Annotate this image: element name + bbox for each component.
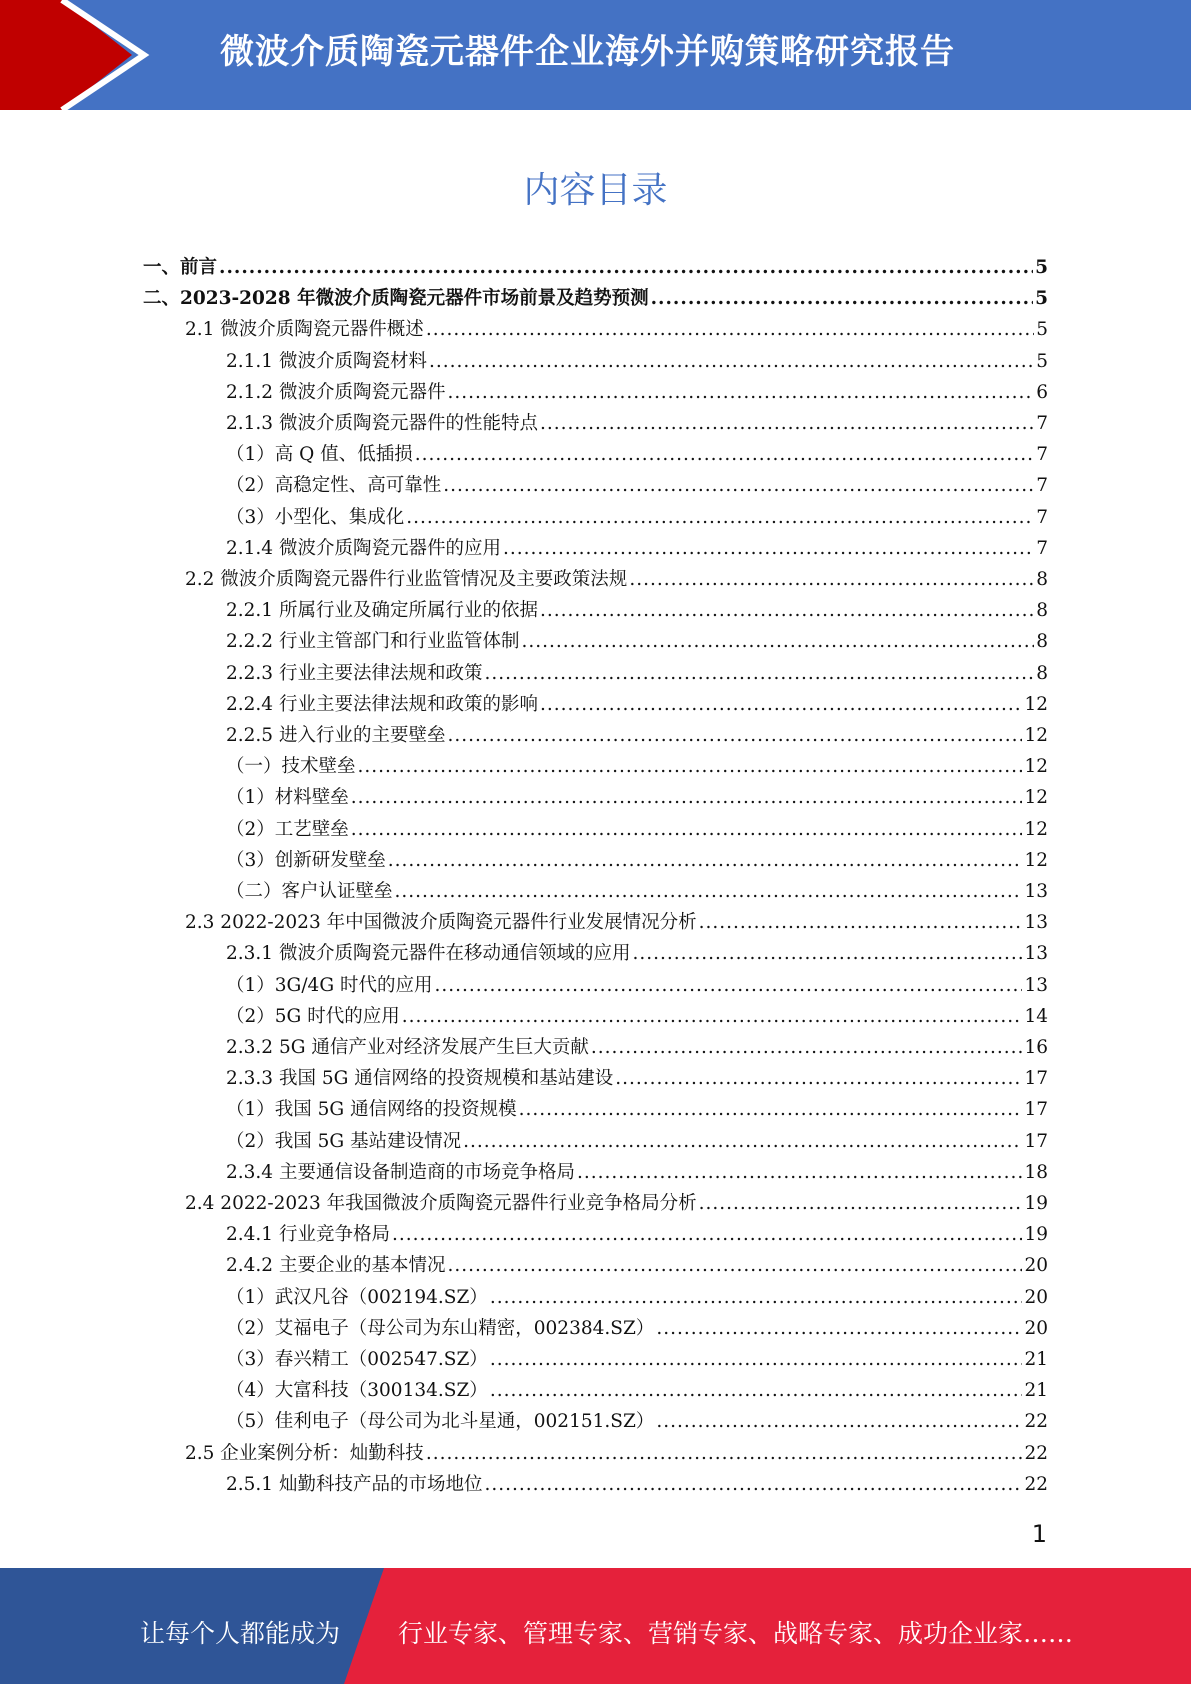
toc-entry-page: 8 xyxy=(1036,662,1048,684)
toc-entry-title: 2.2.4 行业主要法律法规和政策的影响 xyxy=(226,693,538,715)
toc-entry[interactable] xyxy=(226,814,1048,845)
toc-entry-page: 22 xyxy=(1024,1411,1048,1433)
toc-entry-page: 7 xyxy=(1036,537,1048,559)
toc-entry-page: 5 xyxy=(1036,319,1048,341)
toc-leader-dots xyxy=(463,1126,1022,1157)
toc-entry-page: 7 xyxy=(1036,475,1048,497)
toc-entry-title: （1）高 Q 值、低插损 xyxy=(226,444,413,466)
toc-entry-page: 16 xyxy=(1024,1037,1048,1058)
toc-leader-dots xyxy=(447,377,1034,408)
toc-entry-title: （2）我国 5G 基站建设情况 xyxy=(226,1130,462,1152)
toc-entry[interactable] xyxy=(226,502,1048,533)
toc-entry-page: 12 xyxy=(1024,818,1048,840)
toc-entry[interactable] xyxy=(143,252,1048,283)
toc-entry-title: 2.2.1 所属行业及确定所属行业的依据 xyxy=(226,600,538,622)
toc-heading: 内容目录 xyxy=(523,170,668,211)
toc-entry[interactable] xyxy=(226,1001,1048,1032)
toc-entry[interactable] xyxy=(226,1375,1048,1406)
toc-leader-dots xyxy=(521,626,1034,657)
toc-entry[interactable] xyxy=(185,1188,1048,1219)
toc-entry[interactable] xyxy=(185,1438,1048,1469)
toc-entry-page: 20 xyxy=(1024,1317,1048,1339)
toc-entry-page: 8 xyxy=(1036,600,1048,622)
toc-leader-dots xyxy=(519,1094,1023,1125)
toc-leader-dots xyxy=(540,408,1034,439)
toc-entry[interactable] xyxy=(226,938,1048,969)
toc-entry-page: 7 xyxy=(1036,444,1048,466)
toc-entry-page: 12 xyxy=(1024,756,1048,778)
toc-entry-title: 2.5.1 灿勤科技产品的市场地位 xyxy=(226,1473,483,1495)
toc-entry-title: 2.2 微波介质陶瓷元器件行业监管情况及主要政策法规 xyxy=(185,569,628,590)
toc-entry[interactable] xyxy=(226,845,1048,876)
toc-entry-page: 20 xyxy=(1024,1255,1048,1277)
toc-leader-dots xyxy=(426,314,1034,345)
toc-leader-dots xyxy=(651,283,1034,314)
toc-entry[interactable] xyxy=(226,970,1048,1001)
toc-leader-dots xyxy=(591,1032,1023,1063)
toc-entry-title: （3）创新研发壁垒 xyxy=(226,849,386,871)
toc-leader-dots xyxy=(434,970,1022,1001)
report-title: 微波介质陶瓷元器件企业海外并购策略研究报告 xyxy=(220,32,955,72)
toc-entry-title: 2.2.5 进入行业的主要壁垒 xyxy=(226,725,446,746)
toc-entry[interactable] xyxy=(226,1032,1048,1063)
toc-entry-title: （二）客户认证壁垒 xyxy=(226,881,393,902)
toc-entry-title: 2.4.2 主要企业的基本情况 xyxy=(226,1255,446,1277)
toc-leader-dots xyxy=(415,439,1035,470)
toc-entry[interactable] xyxy=(226,595,1048,626)
toc-leader-dots xyxy=(490,1282,1023,1313)
toc-entry[interactable] xyxy=(226,346,1048,377)
toc-leader-dots xyxy=(426,1438,1023,1469)
toc-entry-title: （3）小型化、集成化 xyxy=(226,506,405,528)
toc-entry-page: 13 xyxy=(1024,943,1048,965)
toc-entry[interactable] xyxy=(226,1469,1048,1500)
toc-entry-title: 2.4 2022-2023 年我国微波介质陶瓷元器件行业竞争格局分析 xyxy=(185,1193,697,1214)
toc-leader-dots xyxy=(402,1001,1023,1032)
toc-entry-title: （1）材料壁垒 xyxy=(226,787,349,809)
toc-entry-title: 2.3.3 我国 5G 通信网络的投资规模和基站建设 xyxy=(226,1068,614,1090)
toc-entry[interactable] xyxy=(226,1282,1048,1313)
footer-slogan-left: 让每个人都能成为 xyxy=(140,1619,341,1648)
toc-leader-dots xyxy=(447,720,1022,751)
toc-entry-title: 2.1.3 微波介质陶瓷元器件的性能特点 xyxy=(226,413,538,434)
toc-entry-page: 21 xyxy=(1024,1349,1048,1370)
toc-entry-page: 22 xyxy=(1024,1442,1048,1464)
toc-entry[interactable] xyxy=(226,1344,1048,1375)
toc-entry-page: 6 xyxy=(1036,381,1048,403)
toc-entry-page: 13 xyxy=(1024,881,1048,902)
toc-entry[interactable] xyxy=(185,907,1048,938)
toc-entry[interactable] xyxy=(226,782,1048,813)
toc-entry-title: （一）技术壁垒 xyxy=(226,756,356,778)
toc-entry-title: 2.3.2 5G 通信产业对经济发展产生巨大贡献 xyxy=(226,1037,589,1058)
toc-entry-title: （1）武汉凡谷（002194.SZ） xyxy=(226,1286,488,1308)
toc-leader-dots xyxy=(447,1250,1022,1281)
toc-entry-page: 20 xyxy=(1024,1286,1048,1308)
toc-entry-page: 21 xyxy=(1024,1380,1048,1402)
toc-entry-title: （2）艾福电子（母公司为东山精密，002384.SZ） xyxy=(226,1317,655,1339)
toc-entry-title: 2.3.4 主要通信设备制造商的市场竞争格局 xyxy=(226,1161,575,1183)
toc-entry-title: 一、前言 xyxy=(143,257,218,278)
toc-entry[interactable] xyxy=(226,1406,1048,1437)
toc-entry[interactable] xyxy=(226,377,1048,408)
toc-entry-page: 12 xyxy=(1024,725,1048,746)
toc-entry-title: 2.1.1 微波介质陶瓷材料 xyxy=(226,350,427,372)
toc-entry-page: 5 xyxy=(1035,257,1048,278)
toc-leader-dots xyxy=(484,658,1034,689)
toc-entry-page: 13 xyxy=(1024,974,1048,996)
toc-entry[interactable] xyxy=(226,1063,1048,1094)
toc-entry-title: （3）春兴精工（002547.SZ） xyxy=(226,1349,488,1370)
toc-entry-page: 14 xyxy=(1024,1005,1048,1027)
toc-entry[interactable] xyxy=(226,408,1048,439)
toc-entry-title: （5）佳利电子（母公司为北斗星通，002151.SZ） xyxy=(226,1411,655,1433)
toc-leader-dots xyxy=(656,1406,1022,1437)
toc-entry-title: 二、2023-2028 年微波介质陶瓷元器件市场前景及趋势预测 xyxy=(143,288,649,310)
toc-leader-dots xyxy=(484,1469,1022,1500)
toc-entry-page: 7 xyxy=(1036,413,1048,434)
toc-entry-page: 17 xyxy=(1024,1130,1048,1152)
toc-entry-title: 2.5 企业案例分析：灿勤科技 xyxy=(185,1442,424,1464)
toc-leader-dots xyxy=(615,1063,1022,1094)
toc-entry[interactable] xyxy=(226,1094,1048,1125)
toc-entry[interactable] xyxy=(226,720,1048,751)
toc-entry-title: 2.3 2022-2023 年中国微波介质陶瓷元器件行业发展情况分析 xyxy=(185,912,697,934)
toc-leader-dots xyxy=(351,814,1023,845)
toc-leader-dots xyxy=(406,502,1034,533)
toc-entry-page: 13 xyxy=(1024,912,1048,934)
toc-leader-dots xyxy=(540,595,1034,626)
toc-entry-page: 22 xyxy=(1024,1473,1048,1495)
toc-leader-dots xyxy=(699,1188,1023,1219)
toc-entry-page: 12 xyxy=(1024,849,1048,871)
toc-entry-title: （1）我国 5G 通信网络的投资规模 xyxy=(226,1099,517,1121)
toc-entry[interactable] xyxy=(226,1157,1048,1188)
toc-entry-page: 17 xyxy=(1024,1068,1048,1090)
toc-entry-title: （2）工艺壁垒 xyxy=(226,818,349,840)
header-arrow-icon xyxy=(0,0,160,110)
toc-entry-title: （2）5G 时代的应用 xyxy=(226,1005,400,1027)
toc-entry[interactable] xyxy=(226,439,1048,470)
toc-leader-dots xyxy=(358,751,1023,782)
toc-entry-page: 5 xyxy=(1035,288,1048,310)
toc-entry-title: （4）大富科技（300134.SZ） xyxy=(226,1380,488,1402)
toc-leader-dots xyxy=(540,689,1022,720)
toc-entry[interactable] xyxy=(226,626,1048,657)
toc-entry-page: 8 xyxy=(1036,631,1048,653)
toc-entry[interactable] xyxy=(226,533,1048,564)
toc-entry[interactable] xyxy=(226,1126,1048,1157)
toc-entry[interactable] xyxy=(226,658,1048,689)
toc-leader-dots xyxy=(388,845,1023,876)
toc-entry[interactable] xyxy=(226,689,1048,720)
toc-leader-dots xyxy=(219,252,1033,283)
toc-leader-dots xyxy=(392,1219,1022,1250)
toc-entry-title: 2.1 微波介质陶瓷元器件概述 xyxy=(185,319,424,341)
toc-leader-dots xyxy=(490,1344,1023,1375)
toc-leader-dots xyxy=(632,938,1022,969)
toc-entry-page: 18 xyxy=(1024,1161,1048,1183)
toc-entry-page: 17 xyxy=(1024,1099,1048,1121)
toc-entry-page: 8 xyxy=(1036,569,1048,590)
toc-entry-title: 2.2.3 行业主要法律法规和政策 xyxy=(226,662,483,684)
footer-slogan-right: 行业专家、管理专家、营销专家、战略专家、成功企业家…… xyxy=(398,1619,1074,1648)
toc-entry-title: 2.1.4 微波介质陶瓷元器件的应用 xyxy=(226,537,501,559)
toc-entry-title: （1）3G/4G 时代的应用 xyxy=(226,974,433,996)
toc-entry-page: 12 xyxy=(1024,787,1048,809)
toc-entry[interactable] xyxy=(226,751,1048,782)
toc-entry-title: 2.4.1 行业竞争格局 xyxy=(226,1224,390,1246)
toc-entry[interactable] xyxy=(185,314,1048,345)
toc-leader-dots xyxy=(656,1313,1022,1344)
page-header xyxy=(0,0,1191,110)
toc-entry-page: 7 xyxy=(1036,506,1048,528)
toc-leader-dots xyxy=(503,533,1034,564)
toc-entry-title: 2.2.2 行业主管部门和行业监管体制 xyxy=(226,631,520,653)
page-number: 1 xyxy=(1031,1520,1047,1548)
toc-entry[interactable] xyxy=(143,283,1048,314)
toc-entry-page: 12 xyxy=(1024,693,1048,715)
toc-leader-dots xyxy=(429,346,1034,377)
toc-entry-title: 2.1.2 微波介质陶瓷元器件 xyxy=(226,381,446,403)
toc-leader-dots xyxy=(351,782,1023,813)
toc-leader-dots xyxy=(490,1375,1023,1406)
toc-leader-dots xyxy=(395,876,1023,907)
toc-entry[interactable] xyxy=(226,876,1048,907)
toc-entry[interactable] xyxy=(226,1219,1048,1250)
toc-entry-title: 2.3.1 微波介质陶瓷元器件在移动通信领域的应用 xyxy=(226,943,631,965)
toc-entry-page: 19 xyxy=(1024,1224,1048,1246)
toc-entry[interactable] xyxy=(226,1313,1048,1344)
toc-entry-page: 5 xyxy=(1036,350,1048,372)
toc-entry[interactable] xyxy=(226,470,1048,501)
toc-entry[interactable] xyxy=(185,564,1048,595)
toc-leader-dots xyxy=(699,907,1023,938)
toc-entry-page: 19 xyxy=(1024,1193,1048,1214)
toc-entry-title: （2）高稳定性、高可靠性 xyxy=(226,475,442,497)
toc-leader-dots xyxy=(443,470,1034,501)
toc-leader-dots xyxy=(629,564,1034,595)
toc-leader-dots xyxy=(577,1157,1022,1188)
toc-entry[interactable] xyxy=(226,1250,1048,1281)
